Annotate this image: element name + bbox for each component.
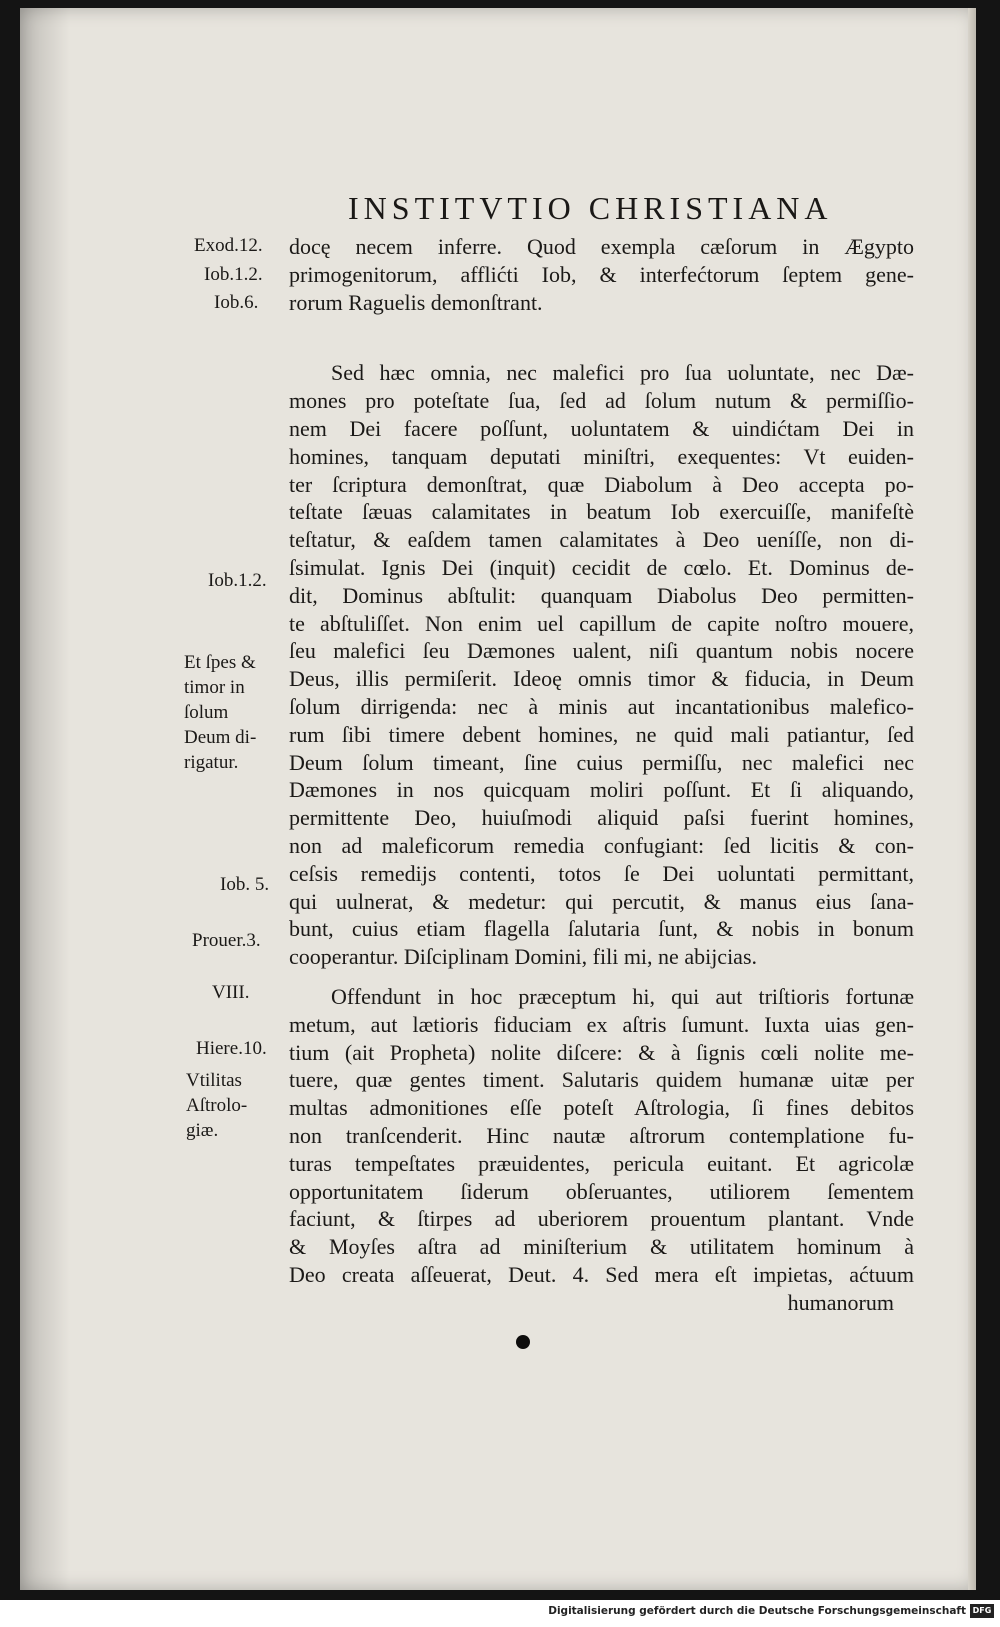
text-line: cooperantur. Diſciplinam Domini, fili mi, ne abijcias. <box>289 944 758 970</box>
text-line: ter ſcriptura demonſtrat, quæ Diabolum à Deo accepta po- <box>289 471 914 497</box>
text-line: ſsimulat. Ignis Dei (inquit) cecidit de cœlo. Et. Dominus de- <box>289 554 914 580</box>
text-line: multas admonitiones eſſe poteſt Aſtrologia, ſi fines debitos <box>289 1095 914 1121</box>
text-line: Deum ſolum timeant, ſine cuius permiſſu, nec malefici nec <box>289 749 914 775</box>
text-line: rum ſibi timere debent homines, ne quid mali patiantur, ſed <box>289 721 914 747</box>
text-line: non ad maleficorum remedia confugiant: ſed licitis & con- <box>289 832 914 858</box>
text-line: nem Dei facere poſſunt, uoluntatem & uindićtam Dei in <box>289 415 914 441</box>
text-line: te abſtuliſſet. Non enim uel capillum de capite noſtro mouere, <box>289 610 914 636</box>
text-line: Offendunt in hoc præceptum hi, qui aut triſtioris fortunæ <box>331 983 914 1009</box>
body-text <box>289 233 914 1316</box>
text-line: Dæmones in nos quicquam moliri poſſunt. Et ſi aliquando, <box>289 777 914 803</box>
text-line: tuere, quæ gentes timent. Salutaris quidem humanæ uitæ per <box>289 1067 914 1093</box>
text-line: mones pro poteſtate ſua, ſed ad ſolum nutum & permiſſio- <box>289 388 914 414</box>
margin-note-iob-5: Iob. 5. <box>220 874 270 895</box>
text-line: homines, tanquam deputati miniſtri, exequentes: Vt euiden- <box>289 443 914 469</box>
text-line: metum, aut lætioris fiduciam ex aſtris ſumunt. Iuxta uias gen- <box>289 1011 914 1037</box>
margin-note-vtilitas: Vtilitas Aſtrolo- giæ. <box>186 1070 248 1141</box>
paragraph-2 <box>289 359 914 971</box>
text-line: Sed hæc omnia, nec malefici pro ſua uoluntate, nec Dæ- <box>331 360 914 386</box>
page-edge <box>968 8 976 1590</box>
text-line: bunt, cuius etiam flagella ſalutaria ſunt, & nobis in bonum <box>289 916 914 942</box>
catchword: humanorum <box>787 1289 894 1315</box>
text-line: rorum Raguelis demonſtrant. <box>289 289 543 315</box>
text-line: non tranſcenderit. Hinc nautæ aſtrorum contemplatione fu- <box>289 1122 914 1148</box>
margin-note-prouer: Prouer.3. <box>192 930 261 951</box>
gutter-shadow <box>20 8 70 1590</box>
margin-note-hiere: Hiere.10. <box>196 1038 267 1059</box>
paragraph-3 <box>289 983 914 1289</box>
text-line: docę necem inferre. Quod exempla cæſorum in Ægypto <box>289 234 914 259</box>
text-line: teſtatur, & eaſdem tamen calamitates à Deo ueníſſe, non di- <box>289 527 914 553</box>
ink-spot <box>516 1335 530 1349</box>
text-line: faciunt, & ſtirpes ad uberiorem prouentum plantant. Vnde <box>289 1206 914 1232</box>
text-line: opportunitatem ſiderum obſeruantes, utiliorem ſementem <box>289 1178 914 1204</box>
dfg-logo: DFG <box>970 1604 994 1618</box>
text-line: permittente Deo, huiuſmodi aliquid paſsi fuerint homines, <box>289 805 914 831</box>
margin-note-exod: Exod.12. <box>194 235 263 256</box>
paragraph-1 <box>289 233 914 316</box>
text-line: primogenitorum, afflićti Iob, & interfećtorum ſeptem gene- <box>289 261 914 287</box>
text-line: qui uulnerat, & medetur: qui percutit, & manus eius ſana- <box>289 888 914 914</box>
text-line: tium (ait Propheta) nolite diſcere: & à ſignis cœli nolite me- <box>289 1039 914 1065</box>
text-line: Deus, illis permiſerit. Ideoę omnis timor & fiducia, in Deum <box>289 666 914 692</box>
margin-note-iob-6: Iob.6. <box>214 292 259 313</box>
text-line: dit, Dominus abſtulit: quanquam Diabolus Deo permitten- <box>289 582 914 608</box>
text-line: turas tempeſtates præuidentes, pericula euitant. Et agricolæ <box>289 1150 914 1176</box>
text-line: ceſsis remedijs contenti, totos ſe Dei uoluntati permittant, <box>289 860 914 886</box>
running-head: INSTITVTIO CHRISTIANA <box>348 190 833 226</box>
margin-note-iob-1-2: Iob.1.2. <box>204 264 263 285</box>
margin-note-viii: VIII. <box>212 982 250 1003</box>
margin-note-iob-1-2-second: Iob.1.2. <box>208 570 267 591</box>
text-line: & Moyſes aſtra ad miniſterium & utilitatem hominum à <box>289 1234 914 1260</box>
funding-credit: Digitalisierung gefördert durch die Deutsche Forschungsgemeinschaft <box>548 1605 966 1617</box>
text-line: teſtate ſæuas calamitates in beatum Iob exercuiſſe, manifeſtè <box>289 499 914 525</box>
margin-note-spes-timor: Et ſpes & timor in ſolum Deum di- rigatur. <box>184 652 257 773</box>
footer-bar <box>0 1600 1000 1627</box>
text-line: Deo creata aſſeuerat, Deut. 4. Sed mera eſt impietas, aćtuum <box>289 1261 914 1287</box>
text-line: ſolum dirrigenda: nec à minis aut incantationibus malefico- <box>289 693 914 719</box>
text-line: ſeu malefici ſeu Dæmones ualent, niſi quantum nobis nocere <box>289 638 914 664</box>
